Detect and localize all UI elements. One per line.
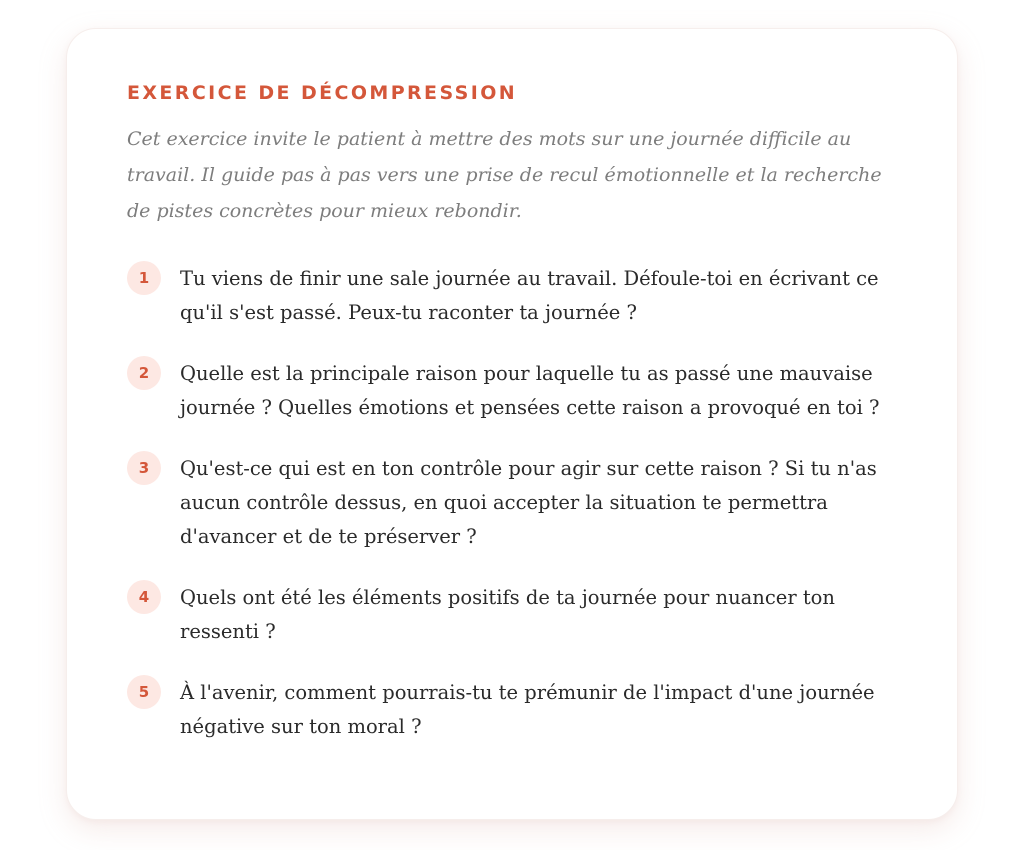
step-text: À l'avenir, comment pourrais-tu te prémunir de l'impact d'une journée négative sur ton moral ? [180,681,875,738]
step-number-badge: 3 [127,451,161,485]
step-text: Tu viens de finir une sale journée au travail. Défoule-toi en écrivant ce qu'il s'est passé. Peux-tu raconter ta journée ? [180,267,879,324]
steps-list [127,261,897,744]
step-number-badge: 5 [127,675,161,709]
step-number-badge: 1 [127,261,161,295]
step-text: Qu'est-ce qui est en ton contrôle pour agir sur cette raison ? Si tu n'as aucun contrôle dessus, en quoi accepter la situation te permettra d'avancer et de te préserver ? [180,457,877,548]
exercise-intro: Cet exercice invite le patient à mettre des mots sur une journée difficile au travail. Il guide pas à pas vers une prise de recul émotionnelle et la recherche de pistes concrètes pour mieux rebondir. [127,128,882,222]
step-text: Quels ont été les éléments positifs de ta journée pour nuancer ton ressenti ? [180,586,835,643]
step-number-badge: 4 [127,580,161,614]
step-item-1 [127,261,900,330]
step-item-4 [127,580,900,649]
exercise-kicker: EXERCICE DE DÉCOMPRESSION [127,82,518,104]
step-item-2 [127,356,900,425]
step-text: Quelle est la principale raison pour laquelle tu as passé une mauvaise journée ? Quelles émotions et pensées cette raison a provoqué en toi ? [180,362,880,419]
exercise-card [66,28,958,820]
step-item-5 [127,675,900,744]
step-number-badge: 2 [127,356,161,390]
step-item-3 [127,451,900,554]
